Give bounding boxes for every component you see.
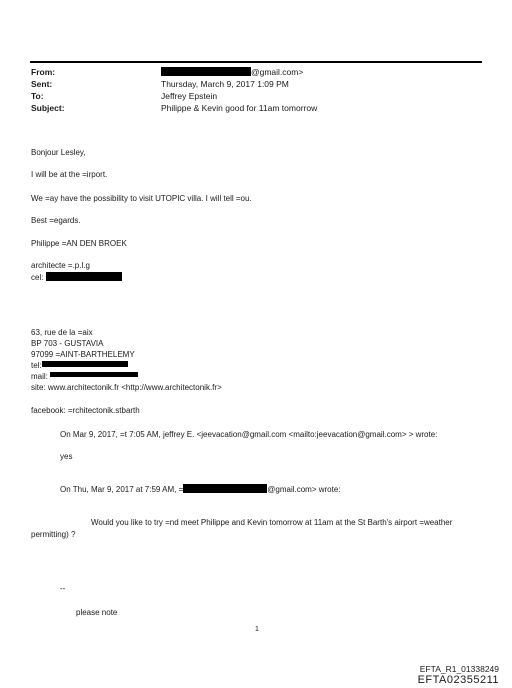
quote2-header: [60, 484, 341, 495]
signature-title: architecte =.p.l.g: [31, 261, 90, 270]
subject-label: Subject:: [31, 103, 65, 113]
signature-mail: [31, 372, 138, 382]
from-email: @gmail.com>: [251, 67, 304, 77]
redaction-bar: [46, 272, 122, 281]
address-line-2: BP 703 - GUSTAVIA: [31, 339, 104, 348]
from-label: From:: [31, 67, 56, 77]
signature-cel: [31, 272, 122, 283]
address-line-1: 63, rue de la =aix: [31, 328, 93, 337]
subject-value: Philippe & Kevin good for 11am tomorrow: [161, 103, 318, 113]
bates-number-1: EFTA_R1_01338249: [419, 664, 499, 674]
redaction-bar: [42, 361, 128, 367]
address-line-3: 97099 =AINT-BARTHELEMY: [31, 350, 135, 359]
to-label: To:: [31, 91, 44, 101]
redaction-bar: [183, 484, 267, 493]
signature-facebook: facebook: =rchitectonik.stbarth: [31, 406, 140, 415]
mail-label: mail:: [31, 372, 48, 381]
quote2-suffix: @gmail.com> wrote:: [267, 485, 341, 494]
quote2-prefix: On Thu, Mar 9, 2017 at 7:59 AM, =: [60, 485, 184, 494]
greeting: Bonjour Lesley,: [31, 148, 86, 157]
page-number: 1: [255, 626, 259, 633]
note: please note: [76, 608, 118, 617]
signature-name: Philippe =AN DEN BROEK: [31, 239, 127, 248]
body-line-1: I will be at the =irport.: [31, 170, 108, 179]
quote2-line-1: Would you like to try =nd meet Philippe and Kevin tomorrow at 11am at the St Barth's airport =weather: [91, 518, 453, 527]
from-value: [161, 67, 303, 78]
redaction-bar: [50, 372, 138, 377]
body-line-3: Best =egards.: [31, 216, 81, 225]
quote2-line-2: permitting) ?: [31, 530, 76, 539]
signature-tel: [31, 361, 128, 371]
to-value: Jeffrey Epstein: [161, 91, 218, 101]
sent-label: Sent:: [31, 79, 53, 89]
redaction-bar: [161, 67, 251, 76]
cel-label: cel:: [31, 273, 44, 282]
body-line-2: We =ay have the possibility to visit UTOPIC villa. I will tell =ou.: [31, 194, 252, 203]
sent-value: Thursday, March 9, 2017 1:09 PM: [161, 79, 289, 89]
quote1-header: On Mar 9, 2017, =t 7:05 AM, jeffrey E. <jeevacation@gmail.com <mailto:jeevacation@gmail.com> > wrote:: [60, 430, 438, 439]
quote1-body: yes: [60, 452, 73, 461]
tel-label: tel:: [31, 361, 42, 370]
header-rule: [30, 61, 482, 63]
bates-number-2: EFTA02355211: [417, 674, 499, 686]
separator: --: [60, 584, 66, 593]
signature-site[interactable]: site: www.architectonik.fr <http://www.architectonik.fr>: [31, 383, 222, 392]
